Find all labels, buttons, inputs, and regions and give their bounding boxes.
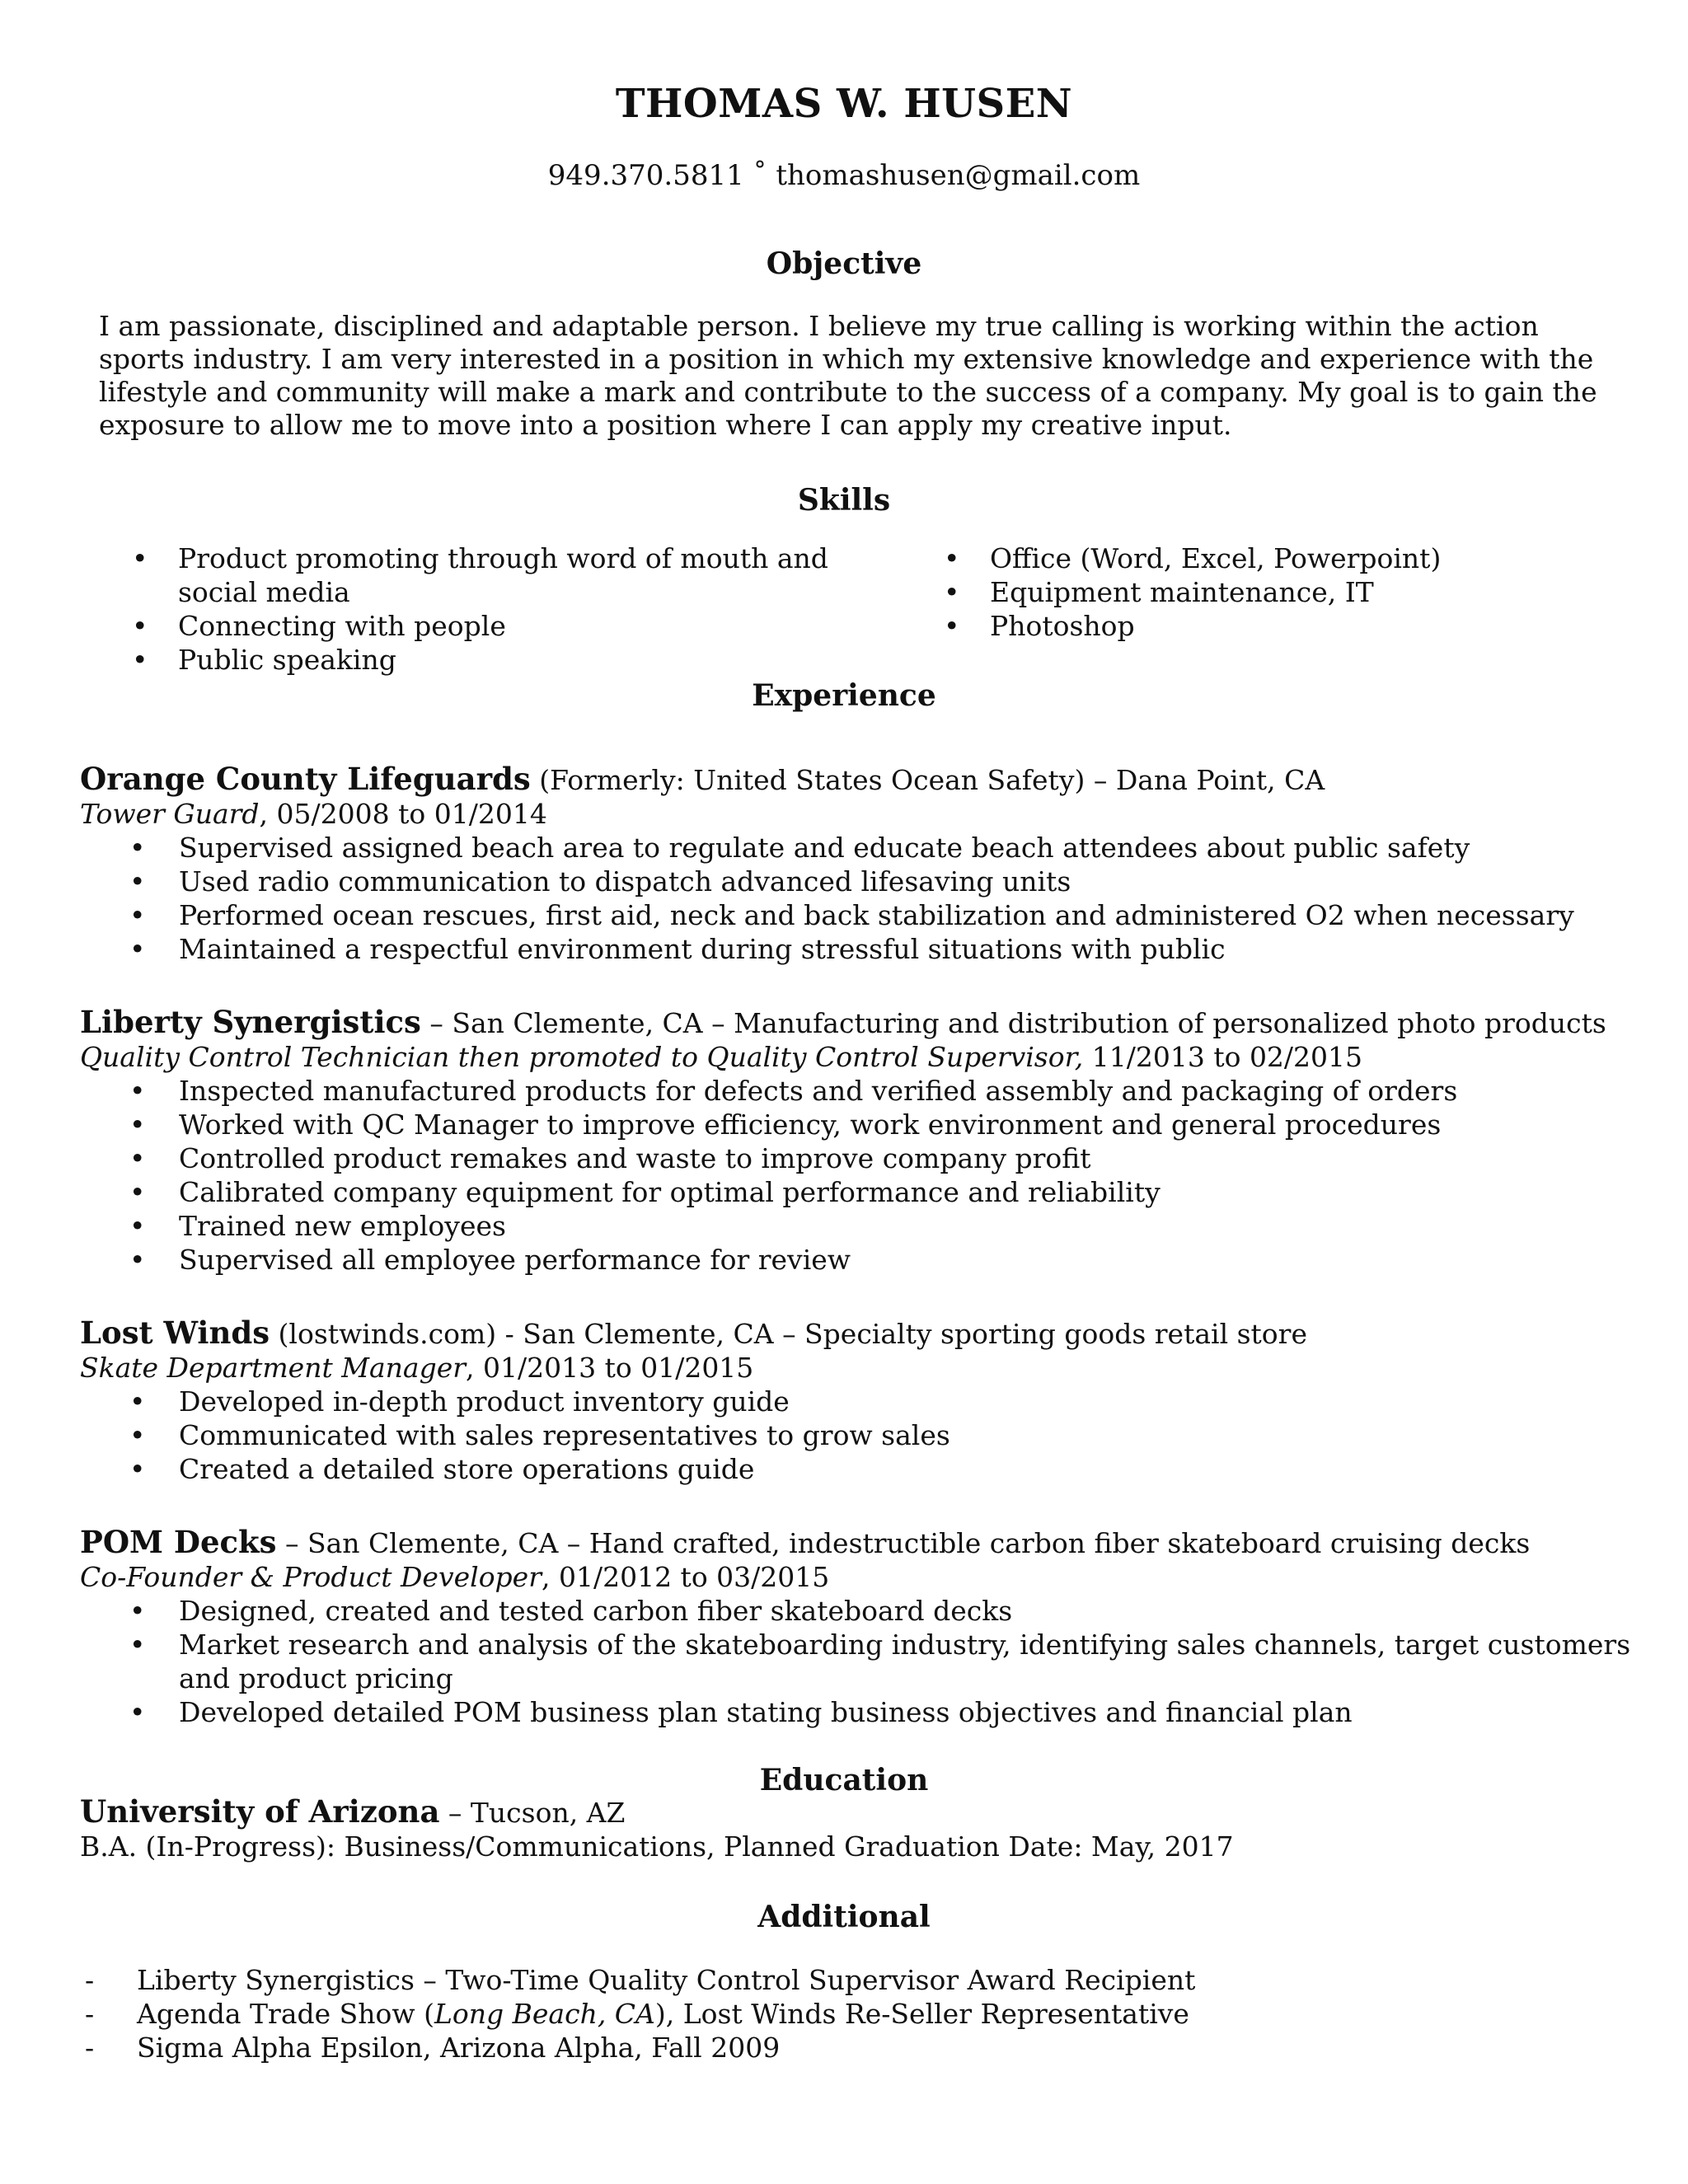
job-dates: 11/2013 to 02/2015 xyxy=(1083,1041,1363,1073)
skill-item: • Connecting with people xyxy=(132,610,506,642)
list-item: • Communicated with sales representatives to grow sales xyxy=(129,1419,950,1451)
company-name: Lost Winds xyxy=(80,1315,270,1351)
job-entry xyxy=(80,1005,1646,1277)
job-title: Skate Department Manager xyxy=(80,1352,467,1384)
skill-item: • Public speaking xyxy=(132,644,396,676)
contact-line: 949.370.5811 ˚ thomashusen@gmail.com xyxy=(547,159,1141,192)
list-item: • Created a detailed store operations guide xyxy=(129,1453,755,1485)
list-item: • Maintained a respectful environment during stressful situations with public xyxy=(129,933,1226,965)
list-item: • Supervised all employee performance for review xyxy=(129,1244,851,1276)
list-item: • Performed ocean rescues, first aid, neck and back stabilization and administered O2 when necessary xyxy=(129,899,1574,931)
job-dates: , 01/2013 to 01/2015 xyxy=(466,1352,754,1384)
list-item: - Sigma Alpha Epsilon, Arizona Alpha, Fall 2009 xyxy=(85,2032,781,2064)
company-detail: (lostwinds.com) - San Clemente, CA – Specialty sporting goods retail store xyxy=(270,1318,1307,1350)
skill-item: • Equipment maintenance, IT xyxy=(944,576,1374,608)
job-title: Quality Control Technician then promoted to Quality Control Supervisor, xyxy=(80,1041,1084,1073)
experience-heading: Experience xyxy=(752,678,936,713)
list-item: • Developed in-depth product inventory guide xyxy=(129,1385,790,1418)
school-location: – Tucson, AZ xyxy=(439,1797,626,1829)
additional-list xyxy=(85,1963,1651,2064)
job-title: Co-Founder & Product Developer xyxy=(80,1561,542,1593)
education-heading: Education xyxy=(759,1763,929,1797)
skills-list-right xyxy=(944,541,1603,643)
school-name: University of Arizona xyxy=(80,1793,440,1830)
job-entry xyxy=(80,762,1646,966)
objective-text: I am passionate, disciplined and adaptable person. I believe my true calling is working within the action sports industry. I am very interested in a position in which my extensive knowledge and experience with the lifestyle and community will make a mark and contribute to the success of a company. My goal is to gain the exposure to allow me to move into a position where I can apply my creative input. xyxy=(99,310,1597,441)
degree-line: B.A. (In-Progress): Business/Communications, Planned Graduation Date: May, 2017 xyxy=(80,1830,1234,1863)
job-title: Tower Guard xyxy=(80,798,260,830)
list-item: • Market research and analysis of the skateboarding industry, identifying sales channels, target customers and product pricing xyxy=(129,1629,1631,1694)
list-item: • Supervised assigned beach area to regulate and educate beach attendees about public safety xyxy=(129,832,1470,864)
skill-item: • Product promoting through word of mouth and social media xyxy=(132,542,828,608)
skill-item: • Office (Word, Excel, Powerpoint) xyxy=(944,542,1442,574)
list-item: • Designed, created and tested carbon fiber skateboard decks xyxy=(129,1595,1013,1627)
company-detail: – San Clemente, CA – Manufacturing and distribution of personalized photo products xyxy=(420,1007,1606,1039)
candidate-name: THOMAS W. HUSEN xyxy=(615,81,1073,127)
additional-heading: Additional xyxy=(757,1900,931,1934)
education-entry xyxy=(80,1795,1646,1863)
list-item: - Agenda Trade Show (Long Beach, CA), Lost Winds Re-Seller Representative xyxy=(85,1998,1189,2030)
job-dates: , 05/2008 to 01/2014 xyxy=(259,798,547,830)
company-detail: (Formerly: United States Ocean Safety) – Dana Point, CA xyxy=(530,764,1325,796)
skill-item: • Photoshop xyxy=(944,610,1135,642)
skills-list-left xyxy=(132,541,841,677)
company-name: Orange County Lifeguards xyxy=(80,761,531,797)
list-item: - Liberty Synergistics – Two-Time Quality Control Supervisor Award Recipient xyxy=(85,1964,1196,1996)
list-item: • Calibrated company equipment for optimal performance and reliability xyxy=(129,1176,1160,1208)
company-name: Liberty Synergistics xyxy=(80,1004,421,1040)
job-dates: , 01/2012 to 03/2015 xyxy=(542,1561,830,1593)
list-item: • Controlled product remakes and waste to improve company profit xyxy=(129,1142,1091,1174)
skills-heading: Skills xyxy=(797,483,891,518)
list-item: • Worked with QC Manager to improve efficiency, work environment and general procedures xyxy=(129,1108,1442,1141)
job-entry xyxy=(80,1316,1646,1486)
list-item: • Trained new employees xyxy=(129,1210,506,1242)
objective-heading: Objective xyxy=(766,246,922,281)
list-item: • Used radio communication to dispatch advanced lifesaving units xyxy=(129,865,1071,898)
job-entry xyxy=(80,1526,1646,1729)
list-item: • Inspected manufactured products for defects and verified assembly and packaging of orders xyxy=(129,1075,1458,1107)
company-name: POM Decks xyxy=(80,1524,277,1560)
company-detail: – San Clemente, CA – Hand crafted, indestructible carbon fiber skateboard cruising decks xyxy=(276,1527,1531,1559)
list-item: • Developed detailed POM business plan stating business objectives and financial plan xyxy=(129,1696,1353,1728)
